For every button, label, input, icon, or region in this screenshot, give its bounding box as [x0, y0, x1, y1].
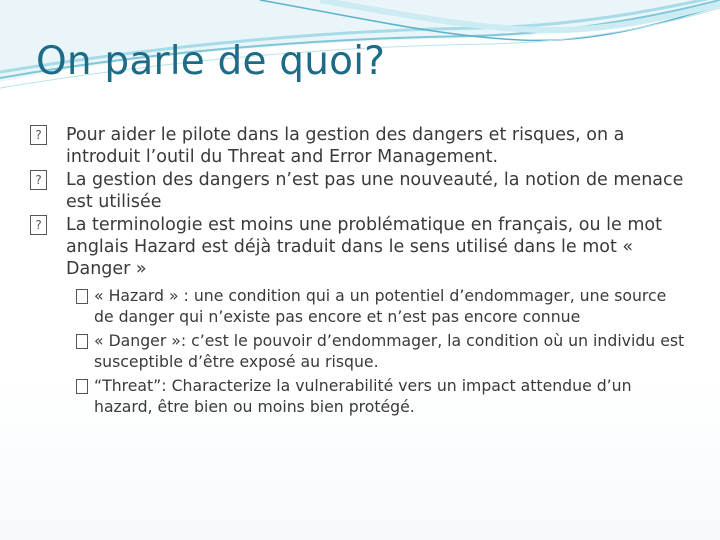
slide-body — [30, 124, 690, 421]
bullet-marker-icon: ? — [30, 170, 47, 190]
slide-title: On parle de quoi? — [36, 39, 386, 84]
bullet-text: La terminologie est moins une problématique en français, ou le mot anglais Hazard est déjà traduit dans le sens utilisé dans le mot « Danger » — [66, 215, 662, 279]
bullet-item — [30, 124, 690, 168]
sub-bullet-item — [76, 286, 690, 327]
bullet-marker-icon: ? — [30, 125, 47, 145]
sub-bullet-item — [76, 376, 690, 417]
bullet-text: Pour aider le pilote dans la gestion des dangers et risques, on a introduit l’outil du Threat and Error Management. — [66, 125, 625, 167]
bullet-marker-icon — [76, 334, 88, 349]
sub-bullet-list — [30, 286, 690, 417]
bullet-marker-icon — [76, 379, 88, 394]
bullet-marker-icon — [76, 289, 88, 304]
sub-bullet-item — [76, 331, 690, 372]
sub-bullet-text: “Threat”: Characterize la vulnerabilité vers un impact attendue d’un hazard, être bien ou moins bien protégé. — [94, 376, 632, 416]
sub-bullet-text: « Hazard » : une condition qui a un potentiel d’endommager, une source de danger qui n’existe pas encore et n’est pas encore connue — [94, 286, 667, 326]
bullet-text: La gestion des dangers n’est pas une nouveauté, la notion de menace est utilisée — [66, 170, 684, 212]
bullet-marker-icon: ? — [30, 215, 47, 235]
bullet-item — [30, 214, 690, 280]
sub-bullet-text: « Danger »: c’est le pouvoir d’endommager, la condition où un individu est susceptible d’être exposé au risque. — [94, 331, 685, 371]
bullet-item — [30, 169, 690, 213]
